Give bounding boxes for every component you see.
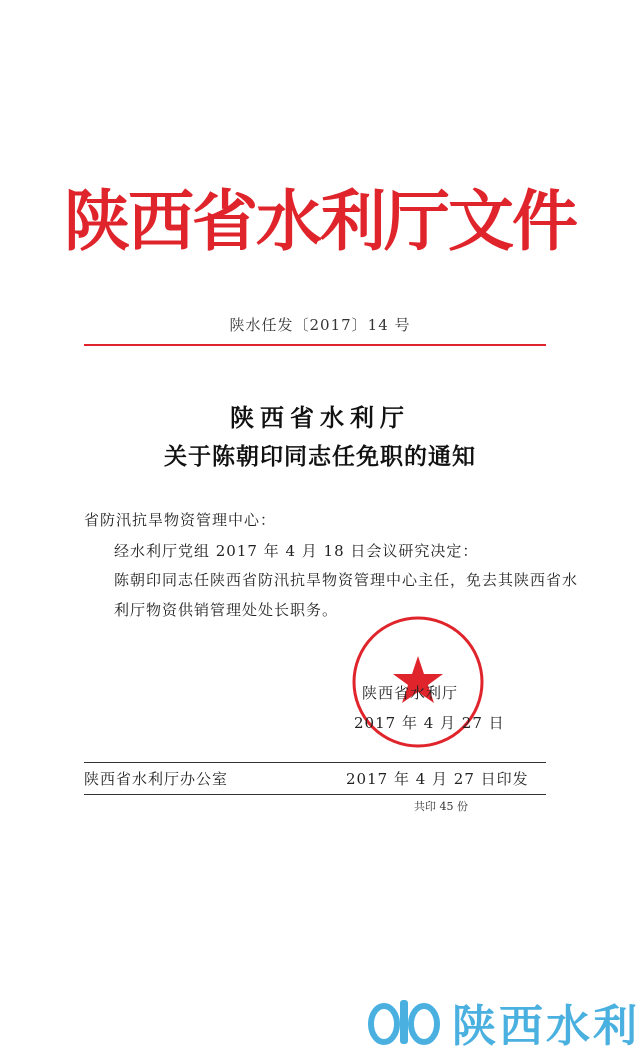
footer-bottom-rule <box>84 794 546 795</box>
watermark-logo-text: 陕西水利 <box>452 1001 640 1052</box>
signature-organization: 陕西省水利厅 <box>362 684 459 702</box>
notice-title-subject: 关于陈朝印同志任免职的通知 <box>164 443 476 470</box>
copies-count: 共印 45 份 <box>414 800 468 813</box>
water-drops-logo-icon <box>368 996 440 1048</box>
recipient: 省防汛抗旱物资管理中心： <box>84 511 277 529</box>
appointment-paragraph: 陈朝印同志任陕西省防汛抗旱物资管理中心主任，免去其陕西省水利厅物资供销管理处处长职务。 <box>114 571 579 619</box>
issue-date: 2017 年 4 月 27 日印发 <box>346 770 529 788</box>
document-header-title: 陕西省水利厅文件 <box>64 183 576 260</box>
signature-date: 2017 年 4 月 27 日 <box>354 714 505 732</box>
issuing-office: 陕西省水利厅办公室 <box>84 770 229 788</box>
notice-title-issuer: 陕西省水利厅 <box>230 403 410 432</box>
footer-top-rule <box>84 762 546 763</box>
document-number: 陕水任发〔2017〕14 号 <box>229 316 411 334</box>
decision-paragraph: 经水利厅党组 2017 年 4 月 18 日会议研究决定： <box>114 542 479 560</box>
red-divider <box>84 344 546 346</box>
